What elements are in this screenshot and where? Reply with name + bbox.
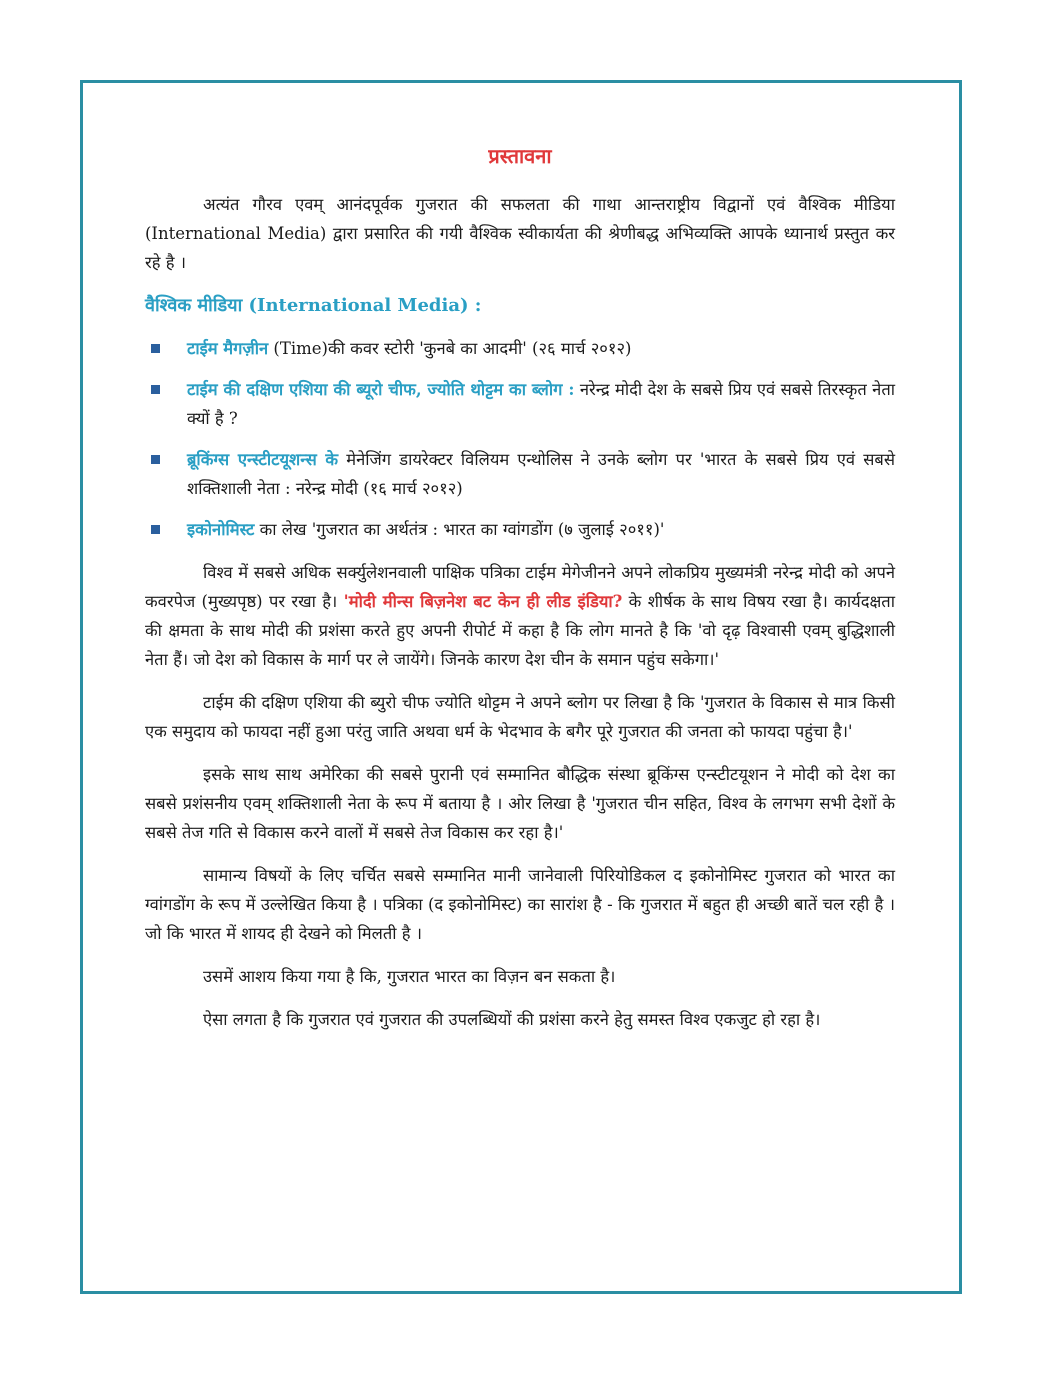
page-title: प्रस्तावना [488, 144, 552, 168]
list-item [145, 515, 895, 544]
paragraph-vision: उसमें आशय किया गया है कि, गुजरात भारत का विज़न बन सकता है। [203, 967, 616, 986]
paragraph-time-magazine [145, 558, 895, 674]
list-item [145, 334, 895, 363]
cover-story-title: 'मोदी मीन्स बिज़नेश बट केन ही लीड इंडिया? [343, 592, 623, 611]
paragraph-economist: सामान्य विषयों के लिए चर्चित सबसे सम्मानित मानी जानेवाली पिरियोडिकल द इकोनोमिस्ट गुजरात को भारत का ग्वांगडोंग के रूप में उल्लेखित किया है । पत्रिका (द इकोनोमिस्ट) का सारांश है - कि गुजरात में बहुत ही अच्छी बातें चल रही है । जो कि भारत में शायद ही देखने को मिलती है । [145, 866, 895, 943]
list-item [145, 375, 895, 433]
list-item-highlight: इकोनोमिस्ट [187, 520, 255, 539]
list-item-text: (Time)की कवर स्टोरी 'कुनबे का आदमी' (२६ मार्च २०१२) [268, 339, 632, 358]
section-heading: वैश्विक मीडिया (International Media) : [145, 295, 482, 316]
square-bullet-icon [151, 344, 160, 353]
list-item-text: मेनेजिंग डायरेक्टर विलियम एन्थोलिस ने उनके ब्लोग पर 'भारत के सबसे प्रिय एवं सबसे शक्तिशाली नेता : नरेन्द्र मोदी (१६ मार्च २०१२) [187, 450, 895, 498]
square-bullet-icon [151, 455, 160, 464]
paragraph-text: विश्व में सबसे अधिक सर्क्युलेशनवाली पाक्षिक पत्रिका टाईम मेगेजीनने अपने लोकप्रिय मुख्यमंत्री नरेन्द्र मोदी को अपने कवरपेज (मुख्यपृष्ठ) पर रखा है। [145, 563, 895, 611]
document-body [145, 140, 895, 1048]
intro-paragraph: अत्यंत गौरव एवम् आनंदपूर्वक गुजरात की सफलता की गाथा आन्तराष्ट्रीय विद्वानों एवं वैश्विक मीडिया (International Media) द्वारा प्रसारित की गयी वैश्विक स्वीकार्यता की श्रेणीबद्ध अभिव्यक्ति आपके ध्यानार्थ प्रस्तुत कर रहे है । [145, 195, 895, 272]
media-list [145, 334, 895, 544]
paragraph-text: के शीर्षक के साथ विषय रखा है। कार्यदक्षता की क्षमता के साथ मोदी की प्रशंसा करते हुए अपनी रीपोर्ट में कहा है कि लोग मानते है कि 'वो दृढ़ विश्वासी एवम् बुद्धिशाली नेता हैं। जो देश को विकास के मार्ग पर ले जायेंगे। जिनके कारण देश चीन के समान पहुंच सकेगा।' [145, 592, 895, 669]
list-item-text: का लेख 'गुजरात का अर्थतंत्र : भारत का ग्वांगडोंग (७ जुलाई २०११)' [254, 520, 665, 539]
list-item-text: नरेन्द्र मोदी देश के सबसे प्रिय एवं सबसे तिरस्कृत नेता क्यों है ? [187, 380, 895, 428]
list-item-highlight: ब्रूकिंग्स एन्स्टीटयूशन्स के [187, 450, 339, 469]
paragraph-bureau-chief: टाईम की दक्षिण एशिया की ब्युरो चीफ ज्योति थोट्टम ने अपने ब्लोग पर लिखा है कि 'गुजरात के विकास से मात्र किसी एक समुदाय को फायदा नहीं हुआ परंतु जाति अथवा धर्म के भेदभाव के बगैर पूरे गुजरात की जनता को फायदा पहुंचा है।' [145, 693, 895, 741]
paragraph-brookings: इसके साथ साथ अमेरिका की सबसे पुरानी एवं सम्मानित बौद्धिक संस्था ब्रूकिंग्स एन्स्टीटयूशन ने मोदी को देश का सबसे प्रशंसनीय एवम् शक्तिशाली नेता के रूप में बताया है । ओर लिखा है 'गुजरात चीन सहित, विश्व के लगभग सभी देशों के सबसे तेज गति से विकास करने वालों में सबसे तेज विकास कर रहा है।' [145, 765, 895, 842]
square-bullet-icon [151, 525, 160, 534]
square-bullet-icon [151, 385, 160, 394]
paragraph-closing: ऐसा लगता है कि गुजरात एवं गुजरात की उपलब्धियों की प्रशंसा करने हेतु समस्त विश्व एकजुट हो रहा है। [203, 1010, 821, 1029]
list-item [145, 445, 895, 503]
list-item-highlight: टाईम मैगज़ीन [187, 339, 269, 358]
list-item-highlight: टाईम की दक्षिण एशिया की ब्यूरो चीफ, ज्योति थोट्टम का ब्लोग : [187, 380, 575, 399]
